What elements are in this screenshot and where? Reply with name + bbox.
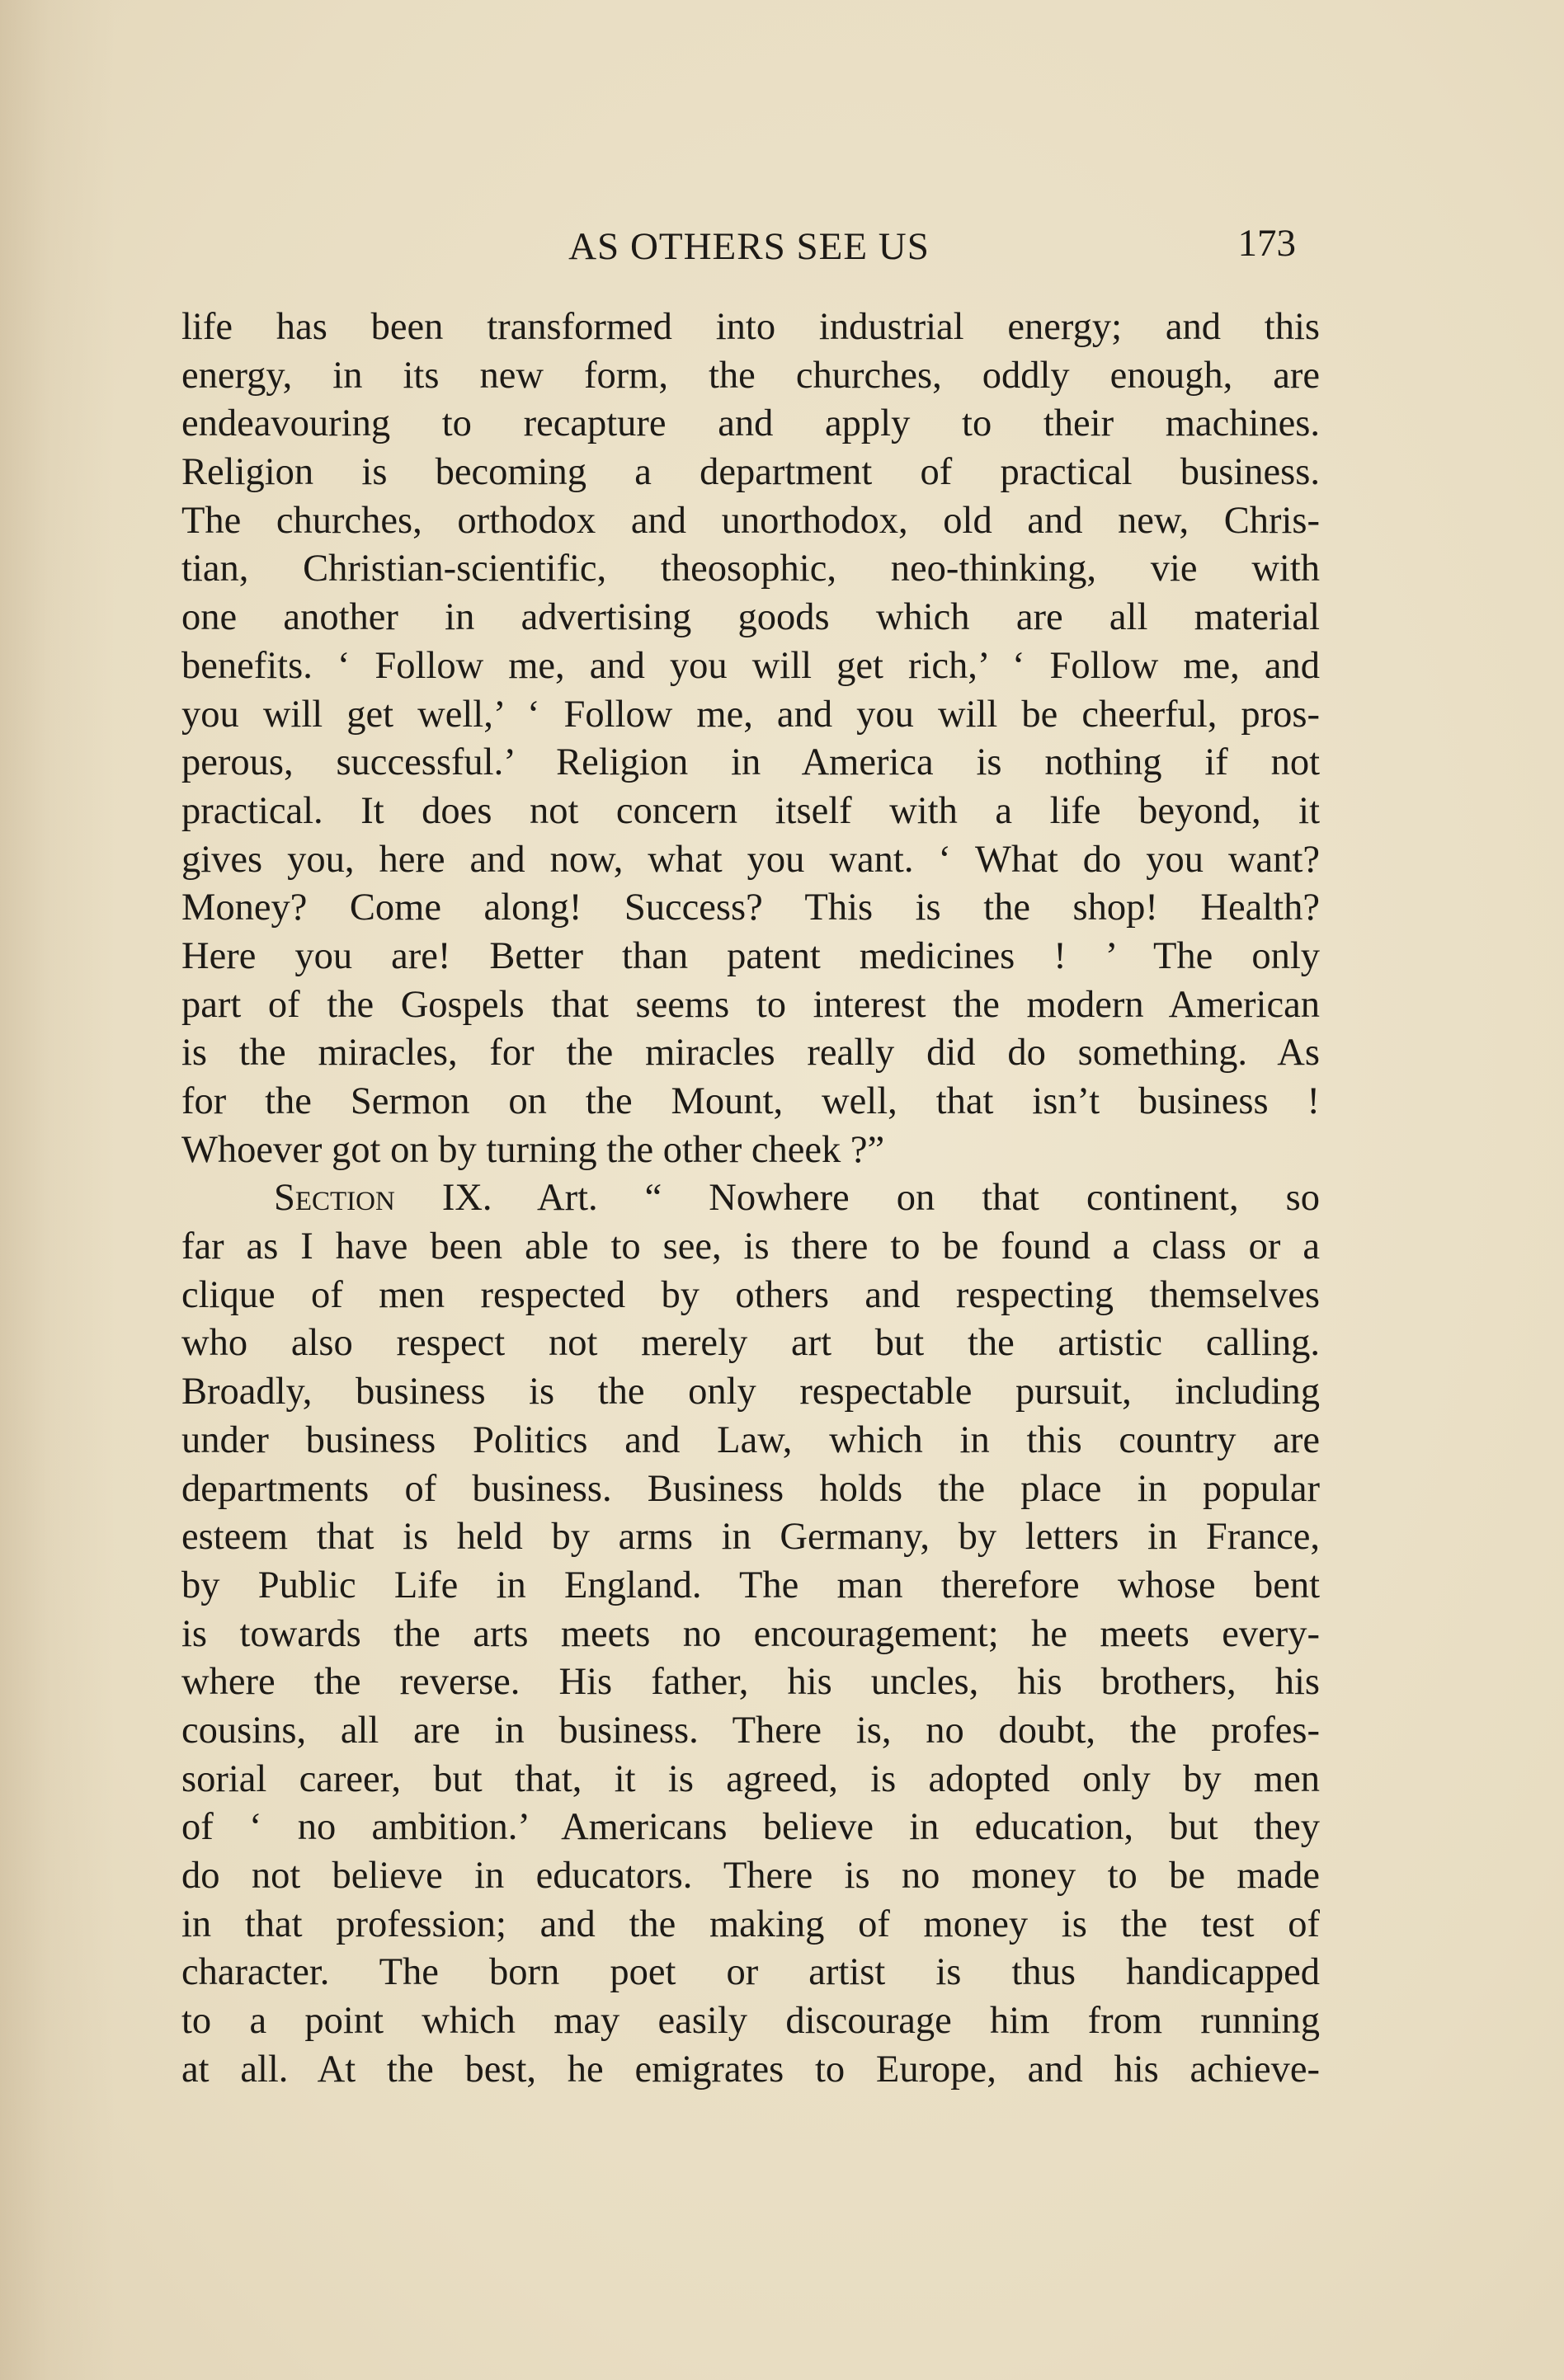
text-line: benefits. ‘ Follow me, and you will get rich,’ ‘ Follow me, and xyxy=(181,644,1320,687)
text-line: clique of men respected by others and respecting themselves xyxy=(181,1273,1320,1316)
text-line: under business Politics and Law, which in this country are xyxy=(181,1418,1320,1461)
text-line: you will get well,’ ‘ Follow me, and you will be cheerful, pros- xyxy=(181,693,1320,736)
text-line: by Public Life in England. The man therefore whose bent xyxy=(181,1564,1320,1606)
text-line: tian, Christian-scientific, theosophic, neo-thinking, vie with xyxy=(181,548,1320,590)
text-line: Here you are! Better than patent medicines ! ’ The only xyxy=(181,934,1320,977)
section-text: IX. Art. “ Nowhere on that continent, so xyxy=(441,1177,1320,1220)
text-line: to a point which may easily discourage him from running xyxy=(181,2000,1320,2043)
body-text xyxy=(181,303,1320,2094)
text-line: Religion is becoming a department of practical business. xyxy=(181,451,1320,494)
text-line: part of the Gospels that seems to interest the modern American xyxy=(181,983,1320,1026)
running-title: AS OTHERS SEE US xyxy=(568,225,930,268)
text-line: sorial career, but that, it is agreed, is adopted only by men xyxy=(181,1757,1320,1800)
text-line: esteem that is held by arms in Germany, by letters in France, xyxy=(181,1516,1320,1559)
text-line: The churches, orthodox and unorthodox, old and new, Chris- xyxy=(181,499,1320,542)
page-number: 173 xyxy=(1237,222,1296,265)
text-line: endeavouring to recapture and apply to their machines. xyxy=(181,402,1320,445)
text-line: is towards the arts meets no encouragement; he meets every- xyxy=(181,1612,1320,1655)
text-line: far as I have been able to see, is there to be found a class or a xyxy=(181,1225,1320,1268)
text-line: do not believe in educators. There is no money to be made xyxy=(181,1855,1320,1897)
text-line: gives you, here and now, what you want. ‘ What do you want? xyxy=(181,838,1320,881)
text-line: Whoever got on by turning the other cheek ?” xyxy=(181,1128,885,1171)
text-line: Money? Come along! Success? This is the shop! Health? xyxy=(181,887,1320,929)
text-line: at all. At the best, he emigrates to Europe, and his achieve- xyxy=(181,2048,1320,2091)
text-line: energy, in its new form, the churches, oddly enough, are xyxy=(181,354,1320,397)
text-line: is the miracles, for the miracles really did do something. As xyxy=(181,1032,1320,1075)
running-head xyxy=(180,224,1318,277)
text-line: for the Sermon on the Mount, well, that isn’t business ! xyxy=(181,1080,1320,1122)
section-label: Section xyxy=(274,1177,395,1220)
text-line: character. The born poet or artist is thus handicapped xyxy=(181,1951,1320,1994)
text-line: perous, successful.’ Religion in America is nothing if not xyxy=(181,741,1320,784)
text-line: who also respect not merely art but the artistic calling. xyxy=(181,1322,1320,1365)
text-line: life has been transformed into industrial energy; and this xyxy=(181,306,1320,348)
text-line: one another in advertising goods which are all material xyxy=(181,596,1320,639)
text-line: cousins, all are in business. There is, no doubt, the profes- xyxy=(181,1709,1320,1752)
text-line: in that profession; and the making of money is the test of xyxy=(181,1903,1320,1945)
text-line: practical. It does not concern itself with a life beyond, it xyxy=(181,789,1320,832)
text-line: of ‘ no ambition.’ Americans believe in education, but they xyxy=(181,1806,1320,1849)
section-heading-line xyxy=(181,1174,1320,1223)
text-line: where the reverse. His father, his uncles, his brothers, his xyxy=(181,1661,1320,1704)
text-line: Broadly, business is the only respectable pursuit, including xyxy=(181,1371,1320,1413)
text-line: departments of business. Business holds the place in popular xyxy=(181,1467,1320,1510)
